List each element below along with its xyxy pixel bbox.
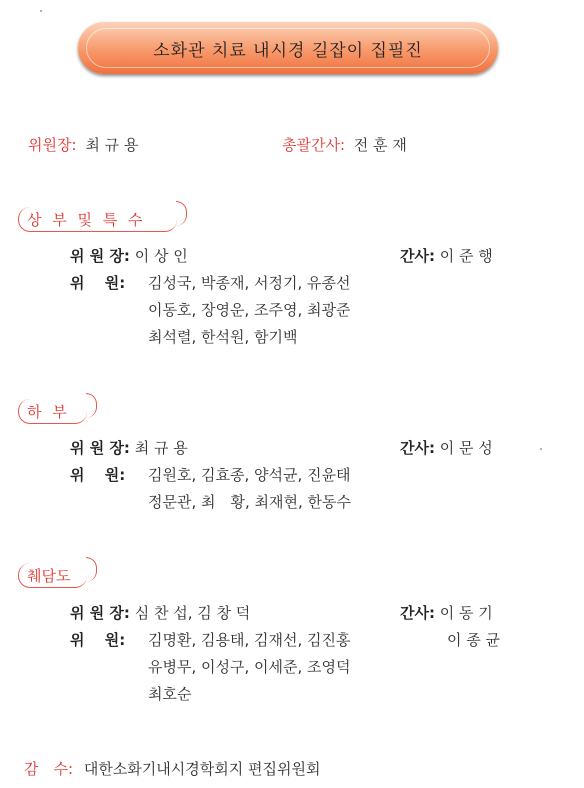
- general-secretary-name: 전 훈 재: [353, 136, 407, 154]
- leaders-row: [28, 134, 138, 155]
- member-line: 정문관, 최 황, 최재현, 한동수: [148, 493, 351, 511]
- scan-speck: [40, 10, 42, 12]
- member-line: 유병무, 이성구, 이세준, 조영덕: [148, 658, 351, 676]
- chair-name: 최 규 용: [134, 439, 188, 457]
- member-line: 김명환, 김용태, 김재선, 김진홍: [148, 631, 351, 649]
- scan-speck: [540, 448, 542, 450]
- chair-label: 위 원 장:: [70, 604, 130, 622]
- secretary-label: 간사:: [400, 247, 435, 265]
- secretary-name: 이 종 균: [447, 631, 501, 649]
- section-members-label: [70, 629, 125, 650]
- supervision-value: 대한소화기내시경학회지 편집위원회: [83, 760, 321, 778]
- page-title: 소화관 치료 내시경 길잡이 집필진: [153, 40, 423, 61]
- section-members-label: [70, 464, 125, 485]
- section-tag-label: 하 부: [27, 402, 70, 421]
- section-secretary-row: [400, 602, 493, 623]
- secretary-row: [282, 134, 407, 155]
- section-tag-upper: [18, 207, 177, 232]
- secretary-name: 이 동 기: [439, 604, 493, 622]
- tag-arc: [86, 557, 97, 582]
- chair-name: 최 규 용: [85, 136, 139, 154]
- section-chair-row: [70, 245, 188, 266]
- chair-label: 위 원 장:: [70, 247, 130, 265]
- general-secretary-label: 총괄간사:: [282, 136, 346, 154]
- section-chair-row: [70, 437, 188, 458]
- secretary-label: 간사:: [400, 439, 435, 457]
- member-line: 김성국, 박종재, 서정기, 유종선: [148, 274, 351, 292]
- section-secretary-row: [400, 437, 493, 458]
- supervision-label: 감 수:: [24, 760, 74, 778]
- members-label: 위 원:: [70, 631, 126, 649]
- title-banner: [78, 22, 498, 74]
- chair-label: 위 원 장:: [70, 439, 130, 457]
- member-line: 최호순: [148, 685, 192, 703]
- supervision-row: [24, 758, 320, 779]
- secretary-label: 간사:: [400, 604, 435, 622]
- section-tag-label: 췌담도: [27, 566, 71, 585]
- chair-label: 위원장:: [28, 136, 77, 154]
- section-members-label: [70, 272, 125, 293]
- tag-arc: [86, 393, 97, 418]
- member-line: 김원호, 김효종, 양석균, 진윤태: [148, 466, 351, 484]
- secretary-name: 이 문 성: [439, 439, 493, 457]
- members-label: 위 원:: [70, 466, 126, 484]
- section-tag-lower: [18, 399, 87, 424]
- members-label: 위 원:: [70, 274, 126, 292]
- member-line: 최석렬, 한석원, 함기백: [148, 328, 298, 346]
- section-chair-row: [70, 602, 250, 623]
- section-tag-label: 상 부 및 특 수: [27, 210, 146, 229]
- section-secretary-row: [400, 245, 493, 266]
- chair-name: 이 상 인: [134, 247, 188, 265]
- chair-name: 심 찬 섭, 김 창 덕: [134, 604, 251, 622]
- section-tag-pancreatobiliary: [18, 563, 87, 588]
- member-line: 이동호, 장영운, 조주영, 최광준: [148, 301, 351, 319]
- tag-arc: [176, 201, 187, 226]
- secretary-name: 이 준 행: [439, 247, 493, 265]
